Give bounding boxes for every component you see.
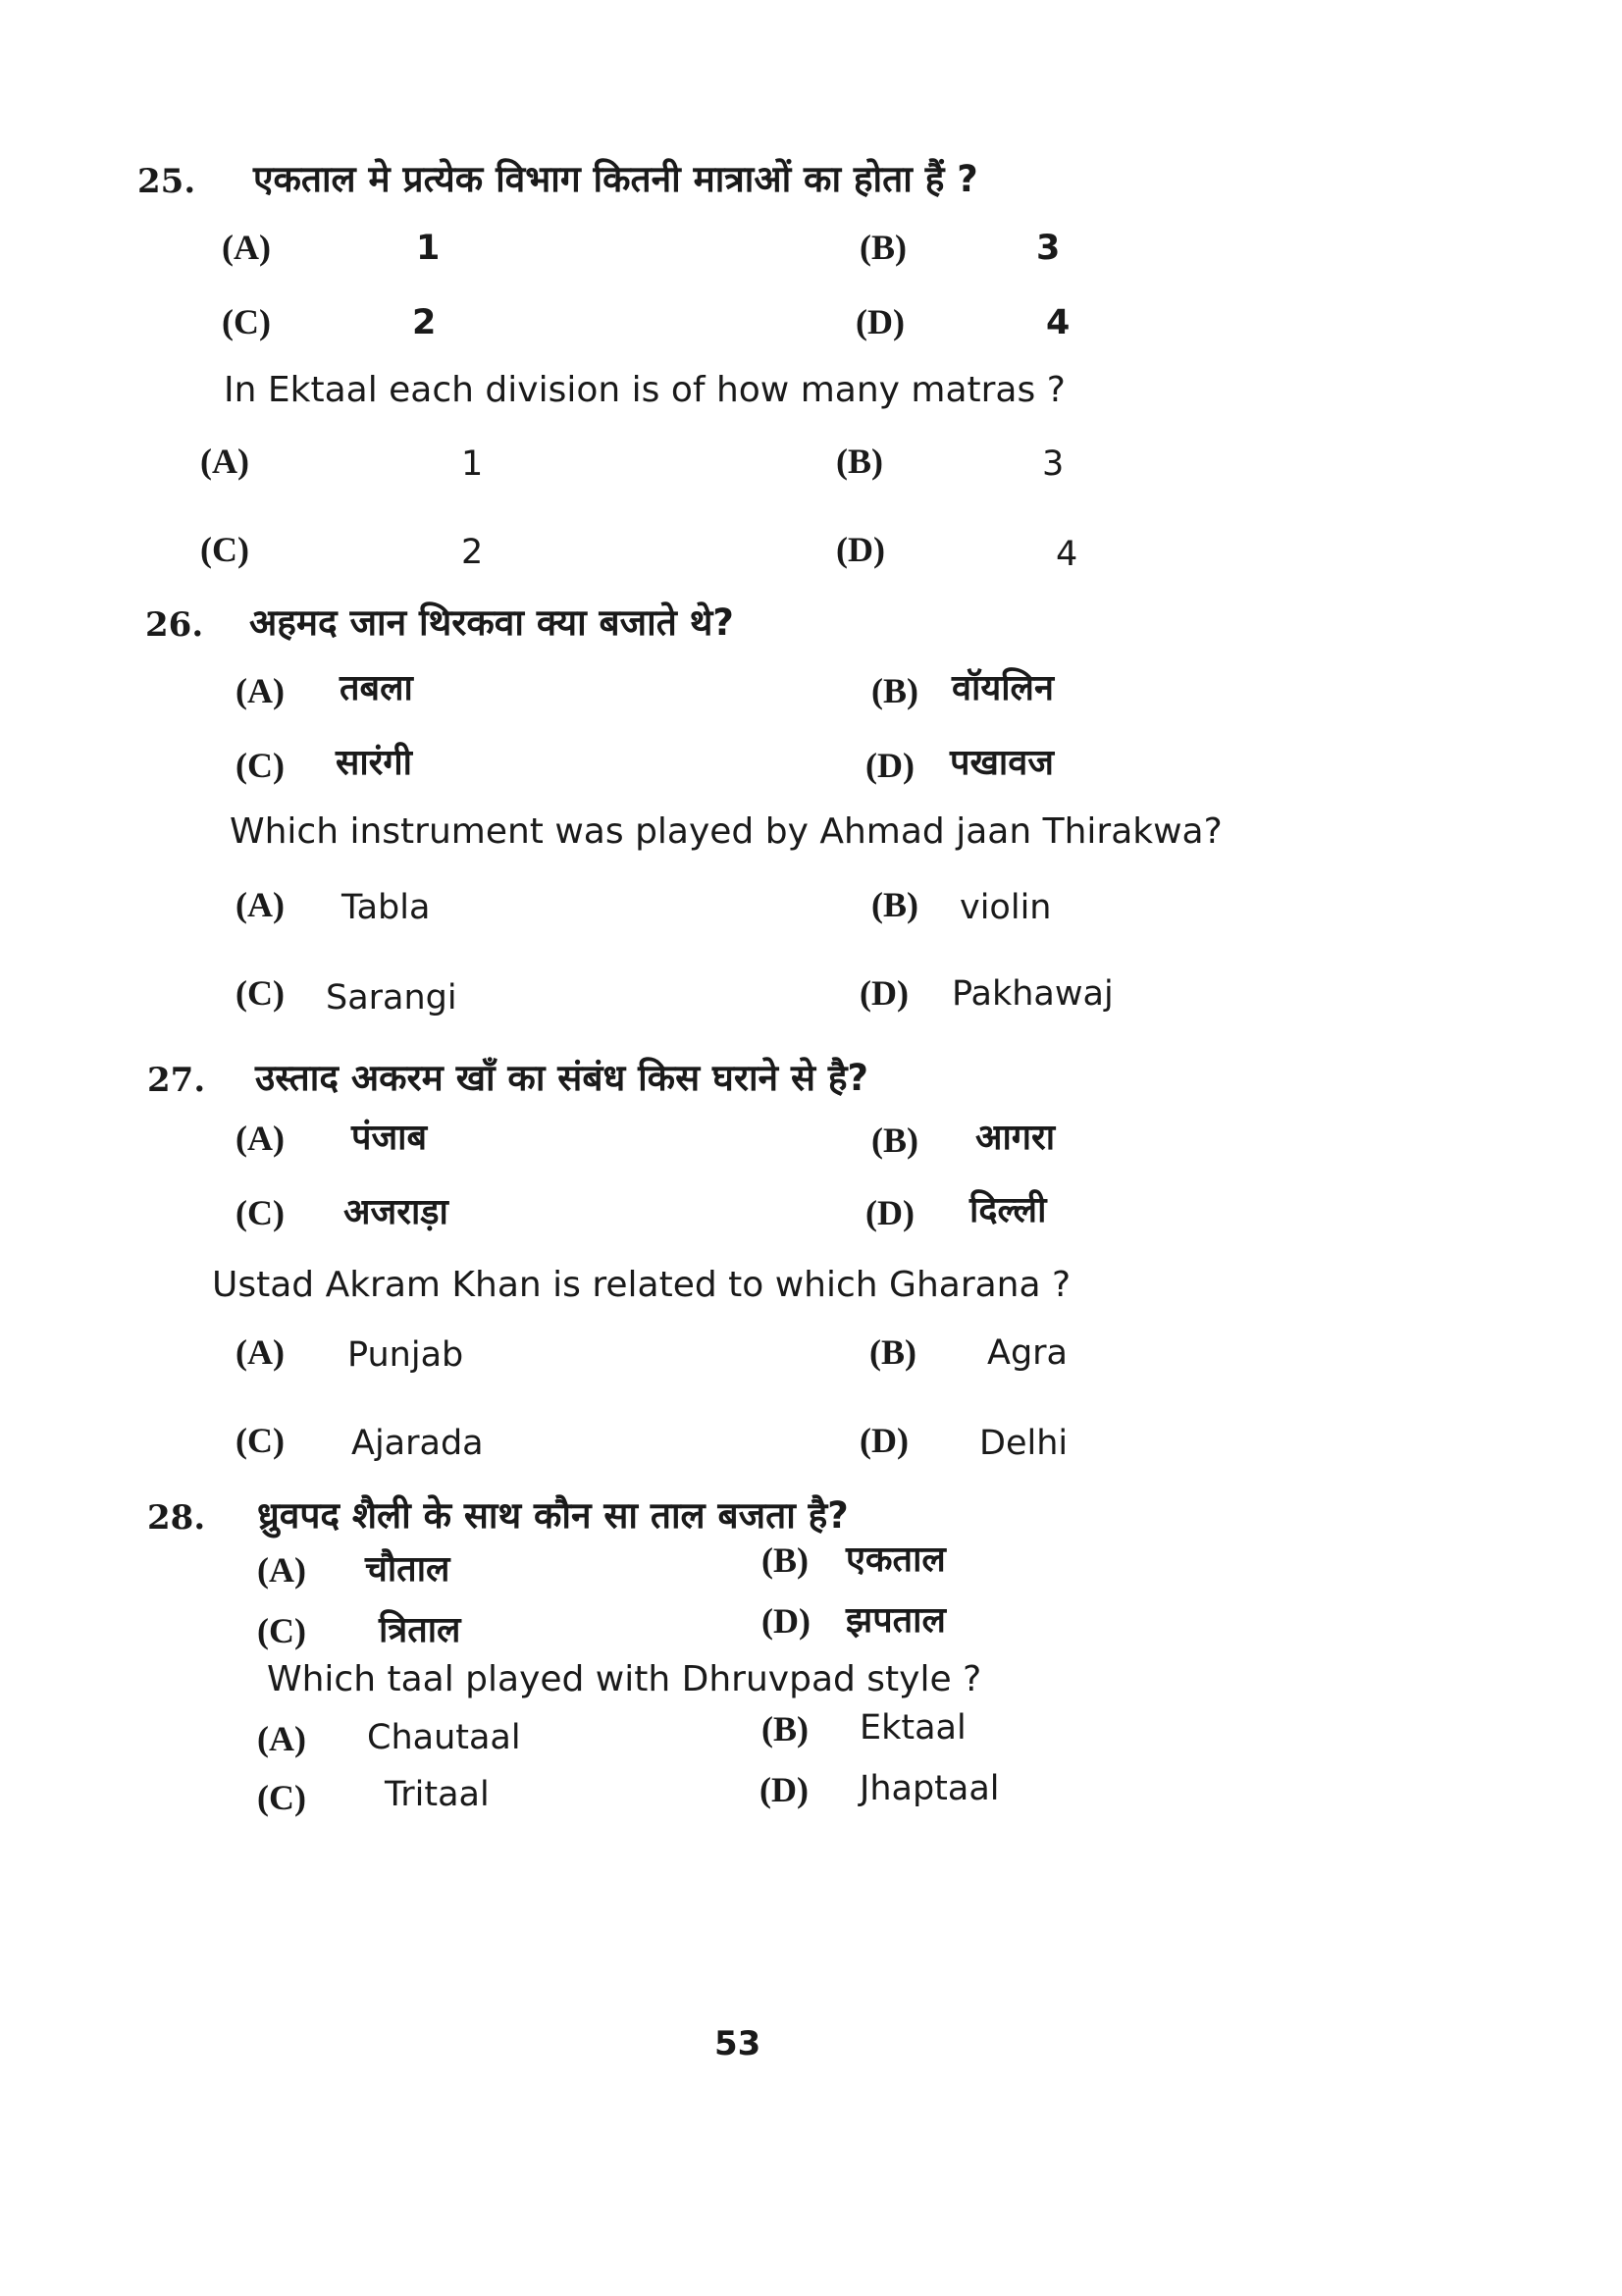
q27-hi-option-d-label: (D) — [865, 1193, 915, 1232]
q27-en-option-d-value: Delhi — [979, 1424, 1069, 1463]
q27-hi-option-c-label: (C) — [235, 1193, 285, 1232]
q27-en-option-b-label: (B) — [869, 1332, 916, 1372]
q26-en-option-a-label: (A) — [235, 885, 285, 924]
q27-en-option-b-value: Agra — [987, 1333, 1068, 1373]
q28-hi-option-b-label: (B) — [761, 1540, 809, 1580]
q26-en-option-b-label: (B) — [871, 885, 918, 924]
q26-hi-option-c-value: सारंगी — [336, 743, 412, 783]
question-28-number: 28. — [147, 1498, 206, 1538]
question-25-hindi-text: एकताल मे प्रत्येक विभाग कितनी मात्राओं का होता हैं ? — [253, 158, 978, 200]
question-26-number: 26. — [145, 605, 204, 645]
q27-en-option-d-label: (D) — [860, 1421, 909, 1460]
q25-hi-option-b-label: (B) — [860, 228, 907, 267]
q27-hi-option-a-value: पंजाब — [351, 1118, 428, 1158]
q28-hi-option-b-value: एकताल — [846, 1539, 946, 1580]
q25-en-option-a-label: (A) — [200, 442, 249, 481]
q26-hi-option-a-value: तबला — [340, 668, 413, 708]
q28-en-option-a-value: Chautaal — [367, 1718, 521, 1757]
q26-en-option-b-value: violin — [960, 888, 1052, 927]
question-25-number: 25. — [137, 162, 196, 201]
question-28-english-text: Which taal played with Dhruvpad style ? — [267, 1659, 982, 1699]
q25-hi-option-d-label: (D) — [856, 302, 905, 341]
q28-hi-option-c-value: त्रिताल — [379, 1610, 461, 1650]
q28-en-option-c-value: Tritaal — [385, 1775, 490, 1814]
q25-en-option-c-label: (C) — [200, 530, 249, 569]
question-28-hindi-text: ध्रुवपद शैली के साथ कौन सा ताल बजता है? — [257, 1494, 849, 1537]
q28-hi-option-d-value: झपताल — [846, 1600, 946, 1641]
q26-hi-option-c-label: (C) — [235, 746, 285, 785]
q27-hi-option-a-label: (A) — [235, 1119, 285, 1158]
q25-hi-option-c-label: (C) — [222, 302, 271, 341]
q26-en-option-d-value: Pakhawaj — [952, 974, 1114, 1014]
q25-en-option-d-value: 4 — [1056, 535, 1078, 574]
q28-en-option-b-value: Ektaal — [860, 1708, 967, 1748]
question-26-english-text: Which instrument was played by Ahmad jaan Thirakwa? — [230, 811, 1223, 852]
q25-hi-option-d-value: 4 — [1046, 303, 1071, 342]
q26-hi-option-b-label: (B) — [871, 671, 918, 710]
q27-hi-option-b-label: (B) — [871, 1121, 918, 1160]
q25-hi-option-a-value: 1 — [416, 229, 441, 268]
q26-hi-option-d-value: पखावज — [950, 743, 1054, 783]
q28-en-option-b-label: (B) — [761, 1709, 809, 1748]
q25-en-option-a-value: 1 — [461, 444, 484, 484]
q27-en-option-c-value: Ajarada — [351, 1424, 484, 1463]
question-27-number: 27. — [147, 1061, 206, 1100]
q26-en-option-a-value: Tabla — [341, 888, 431, 927]
q25-en-option-c-value: 2 — [461, 533, 484, 572]
question-25-english-text: In Ektaal each division is of how many matras ? — [224, 370, 1066, 410]
q27-hi-option-b-value: आगरा — [975, 1118, 1056, 1158]
q25-hi-option-a-label: (A) — [222, 228, 271, 267]
question-27-hindi-text: उस्ताद अकरम खाँ का संबंध किस घराने से है? — [255, 1057, 868, 1099]
q27-en-option-c-label: (C) — [235, 1421, 285, 1460]
question-26-hindi-text: अहमद जान थिरकवा क्या बजाते थे? — [249, 601, 734, 644]
question-27-english-text: Ustad Akram Khan is related to which Gharana ? — [212, 1265, 1072, 1305]
q25-hi-option-c-value: 2 — [412, 303, 437, 342]
q25-en-option-d-label: (D) — [836, 530, 885, 569]
q26-hi-option-d-label: (D) — [865, 746, 915, 785]
q27-en-option-a-value: Punjab — [347, 1335, 464, 1375]
q25-en-option-b-label: (B) — [836, 442, 883, 481]
q28-hi-option-c-label: (C) — [257, 1611, 306, 1650]
q28-en-option-a-label: (A) — [257, 1719, 306, 1758]
q28-en-option-d-value: Jhaptaal — [860, 1769, 1000, 1808]
q27-hi-option-d-value: दिल्ली — [969, 1190, 1047, 1230]
q28-hi-option-a-value: चौताल — [365, 1549, 450, 1590]
q28-en-option-c-label: (C) — [257, 1778, 306, 1817]
page-number: 53 — [714, 2024, 761, 2063]
q27-en-option-a-label: (A) — [235, 1332, 285, 1372]
q26-en-option-d-label: (D) — [860, 973, 909, 1013]
q26-hi-option-a-label: (A) — [235, 671, 285, 710]
q26-hi-option-b-value: वॉयलिन — [952, 668, 1054, 708]
q27-hi-option-c-value: अजराड़ा — [343, 1192, 448, 1232]
q28-en-option-d-label: (D) — [759, 1770, 809, 1809]
q25-en-option-b-value: 3 — [1042, 444, 1065, 484]
q25-hi-option-b-value: 3 — [1036, 229, 1061, 268]
q26-en-option-c-value: Sarangi — [326, 978, 457, 1018]
q26-en-option-c-label: (C) — [235, 973, 285, 1013]
q28-hi-option-d-label: (D) — [761, 1601, 811, 1641]
q28-hi-option-a-label: (A) — [257, 1550, 306, 1590]
